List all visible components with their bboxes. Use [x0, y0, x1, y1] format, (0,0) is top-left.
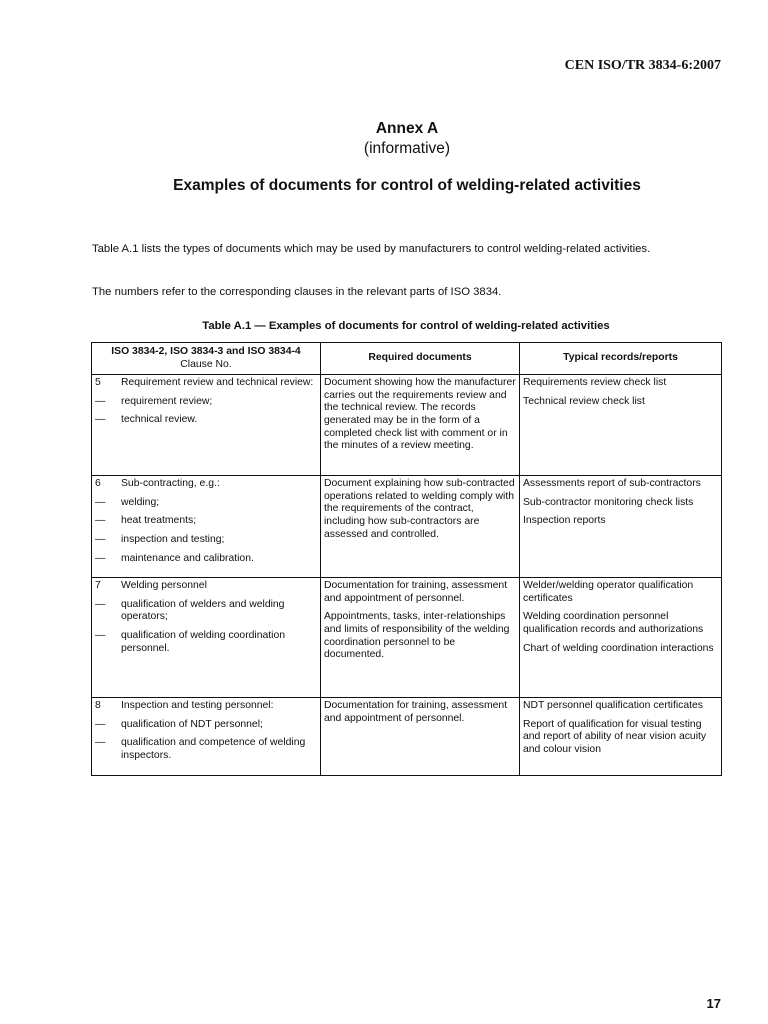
record-item: Inspection reports — [523, 515, 606, 527]
records-cell — [520, 578, 722, 698]
clause-number: 5 — [95, 377, 101, 389]
page-number: 17 — [706, 996, 721, 1011]
table-row — [92, 375, 722, 476]
document-text: Document showing how the manufacturer carries out the requirements review and the technical review. The records generated may be in the form of a completed check list with comment or in the minutes of a review meeting. — [324, 377, 516, 452]
clause-item: maintenance and calibration. — [121, 552, 254, 564]
document-text: Document explaining how sub-contracted operations related to welding comply with the requirements of the contract, including how sub-contractors are assessed and controlled. — [324, 478, 515, 540]
clause-number: 6 — [95, 478, 101, 490]
clause-cell — [92, 476, 321, 578]
document-text: Documentation for training, assessment and appointment of personnel. — [324, 580, 508, 604]
documents-cell — [321, 578, 520, 698]
clause-cell — [92, 375, 321, 476]
dash-bullet: — — [95, 552, 106, 564]
clause-title: Welding personnel — [121, 580, 207, 592]
document-reference: CEN ISO/TR 3834-6:2007 — [564, 58, 721, 73]
clause-item: qualification of welding coordination personnel. — [121, 629, 286, 654]
dash-bullet: — — [95, 718, 106, 730]
annex-title: Annex A — [375, 120, 439, 137]
header-clause-standards: ISO 3834-2, ISO 3834-3 and ISO 3834-4 — [111, 346, 301, 357]
table-row — [92, 578, 722, 698]
clause-item: qualification of welders and welding operators; — [121, 598, 285, 623]
table-row — [92, 476, 722, 578]
dash-bullet: — — [95, 737, 106, 749]
dash-bullet: — — [95, 414, 106, 426]
clause-item: qualification and competence of welding inspectors. — [121, 737, 306, 761]
header-clause — [92, 343, 321, 375]
clause-item: qualification of NDT personnel; — [121, 718, 263, 730]
dash-bullet: — — [95, 515, 106, 527]
record-item: Requirements review check list — [523, 377, 667, 389]
documents-cell — [321, 375, 520, 476]
header-typical-records: Typical records/reports — [520, 343, 722, 375]
dash-bullet: — — [95, 598, 106, 610]
clause-number: 7 — [95, 580, 101, 592]
dash-bullet: — — [95, 395, 106, 407]
table-caption: Table A.1 — Examples of documents for control of welding-related activities — [202, 320, 610, 332]
documents-table — [91, 342, 722, 776]
clause-number: 8 — [95, 700, 101, 712]
record-item: NDT personnel qualification certificates — [523, 700, 703, 712]
header-clause-no: Clause No. — [180, 358, 232, 370]
clause-title: Inspection and testing personnel: — [121, 700, 274, 712]
table-header-row — [92, 343, 722, 375]
record-item: Sub-contractor monitoring check lists — [523, 496, 694, 508]
annex-subtitle: (informative) — [363, 140, 451, 157]
record-item: Chart of welding coordination interactions — [523, 642, 714, 654]
records-cell — [520, 476, 722, 578]
intro-paragraph: Table A.1 lists the types of documents which may be used by manufacturers to control welding-related activities. — [92, 243, 651, 255]
dash-bullet: — — [95, 533, 106, 545]
clause-cell — [92, 578, 321, 698]
dash-bullet: — — [95, 496, 106, 508]
document-text: Documentation for training, assessment and appointment of personnel. — [324, 700, 508, 724]
document-text: Appointments, tasks, inter-relationships and limits of responsibility of the welding coordination personnel to be documented. — [324, 611, 510, 661]
clause-item: requirement review; — [121, 395, 213, 407]
record-item: Welder/welding operator qualification certificates — [523, 580, 694, 604]
clause-title: Requirement review and technical review: — [121, 377, 314, 389]
clause-item: inspection and testing; — [121, 533, 225, 545]
record-item: Assessments report of sub-contractors — [523, 478, 701, 490]
table-row — [92, 698, 722, 776]
note-paragraph: The numbers refer to the corresponding clauses in the relevant parts of ISO 3834. — [92, 286, 502, 298]
clause-item: welding; — [121, 496, 160, 508]
clause-title: Sub-contracting, e.g.: — [121, 478, 220, 490]
page-title: Examples of documents for control of welding-related activities — [173, 177, 641, 194]
clause-item: heat treatments; — [121, 515, 197, 527]
dash-bullet: — — [95, 629, 106, 641]
record-item: Welding coordination personnel qualification records and authorizations — [523, 611, 704, 635]
header-required-documents: Required documents — [321, 343, 520, 375]
record-item: Report of qualification for visual testing and report of ability of near vision acuity and colour vision — [523, 718, 707, 755]
clause-item: technical review. — [121, 414, 198, 426]
records-cell — [520, 375, 722, 476]
clause-cell — [92, 698, 321, 776]
record-item: Technical review check list — [523, 395, 645, 407]
documents-cell — [321, 476, 520, 578]
documents-cell — [321, 698, 520, 776]
records-cell — [520, 698, 722, 776]
